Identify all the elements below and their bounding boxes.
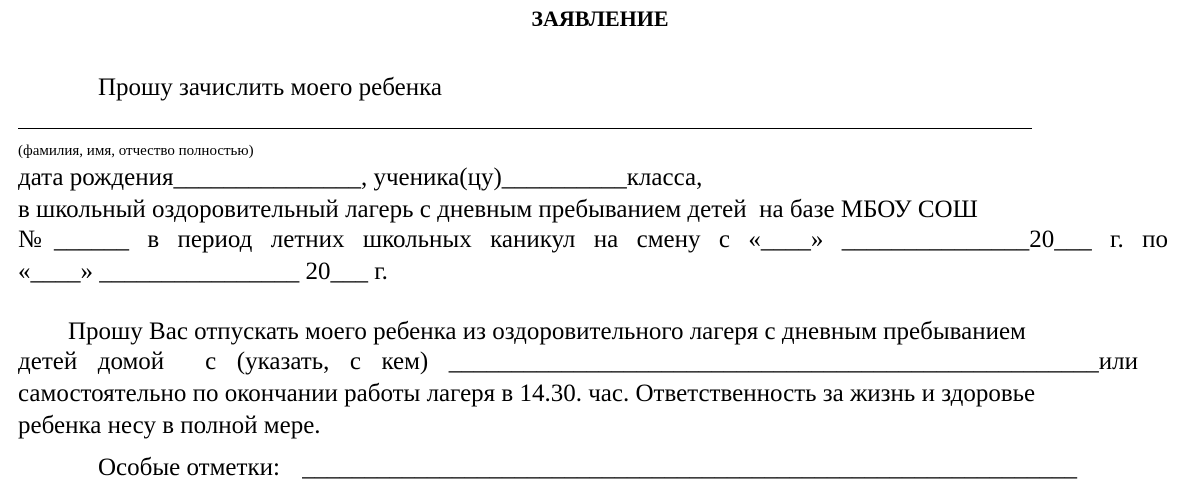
special-notes-blank[interactable]: ______________________________________________________________ [302,454,1077,481]
special-notes-label: Особые отметки: [98,454,287,481]
document-title: ЗАЯВЛЕНИЕ [531,6,669,31]
camp-description-line: в школьный оздоровительный лагерь с дневным пребыванием детей на базе МБОУ СОШ [18,196,978,223]
release-request-line-1: Прошу Вас отпускать моего ребенка из оздоровительного лагеря с дневным пребыванием [68,318,1026,345]
release-request-line-4: ребенка несу в полной мере. [18,412,321,439]
child-name-blank[interactable] [18,128,1032,129]
period-start-line: №______ в период летних школьных каникул на смену с «____» _______________20___ г. по [18,226,1168,253]
child-name-caption: (фамилия, имя, отчество полностью) [18,143,254,159]
release-request-line-3: самостоятельно по окончании работы лагеря в 14.30. час. Ответственность за жизнь и здоровье [18,380,1036,407]
birth-date-class-line: дата рождения_______________, ученика(цу)__________класса, [18,164,703,191]
release-request-line-2: детей домой с (указать, с кем) ____________________________________________________или [18,348,1138,375]
period-end-line: «____» ________________ 20___ г. [18,258,388,285]
enrollment-request-text: Прошу зачислить моего ребенка [98,74,442,101]
